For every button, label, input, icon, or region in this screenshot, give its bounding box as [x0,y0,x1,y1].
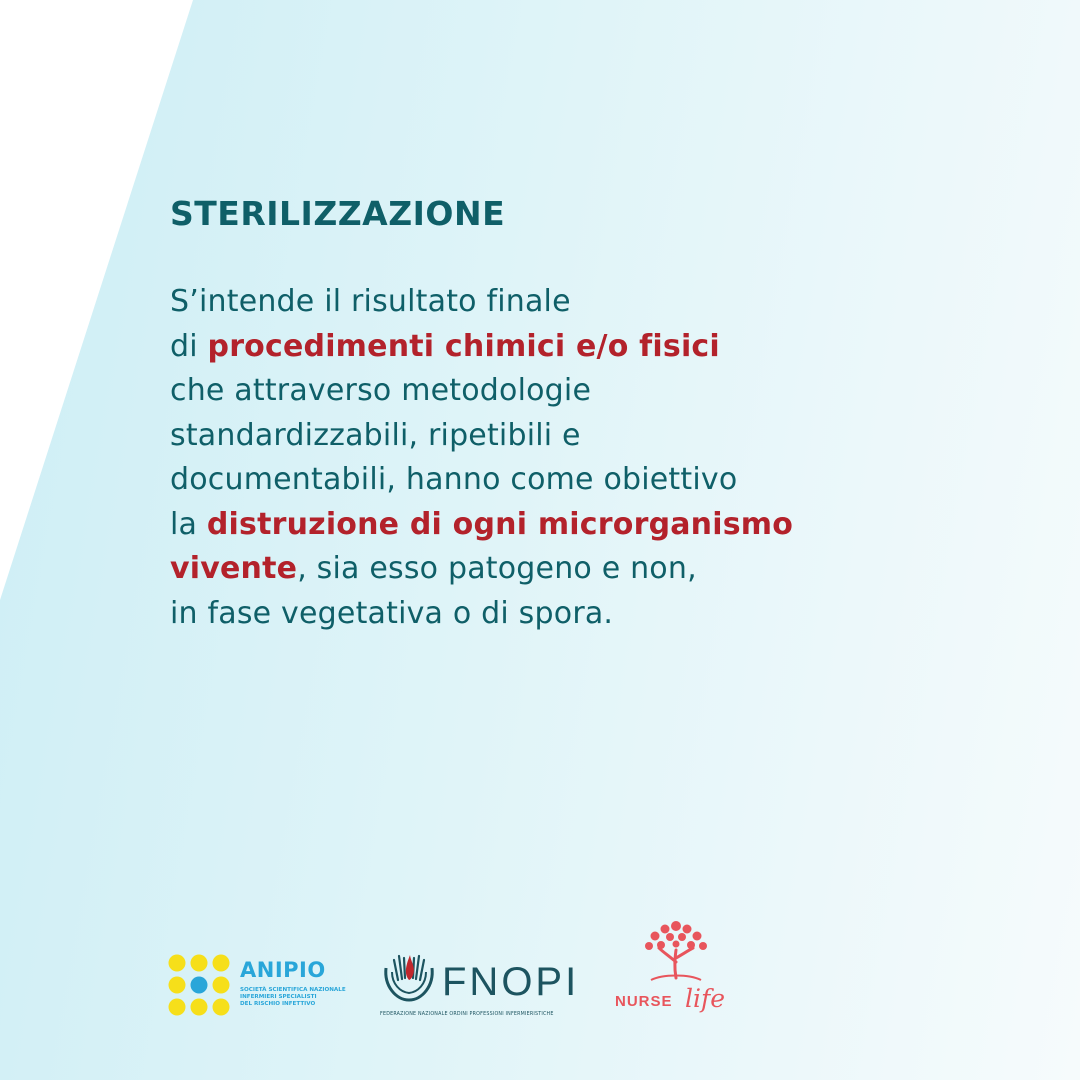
logo-bar [168,940,768,1030]
nurse-word: NURSE [615,993,673,1010]
fnopi-subtitle: FEDERAZIONE NAZIONALE ORDINI PROFESSIONI INFERMIERISTICHE [380,1012,554,1017]
anipio-dots-icon [168,954,230,1016]
text-line: la distruzione di ogni microrganismo [170,506,794,542]
fnopi-name: FNOPI [442,960,580,1004]
main-content [170,192,990,636]
text-line: vivente, sia esso patogeno e non, [170,551,697,586]
text-line: di procedimenti chimici e/o fisici [170,328,720,364]
text-line: documentabili, hanno come obiettivo [170,462,738,497]
anipio-logo [168,954,348,1018]
text-line: che attraverso metodologie [170,373,592,408]
highlight-text: distruzione di ogni microrganismo [206,506,794,542]
anipio-name: ANIPIO [240,958,326,982]
text-line: standardizzabili, ripetibili e [170,417,581,453]
text-line: S’intende il risultato finale [170,284,571,319]
page-title: STERILIZZAZIONE [170,194,506,233]
life-script: life [685,984,726,1013]
anipio-subtitle: SOCIETÀ SCIENTIFICA NAZIONALE INFERMIERI SPECIALISTI DEL RISCHIO INFETTIVO [240,987,346,1007]
fnopi-hands-flame-icon [380,946,438,1004]
text-line: in fase vegetativa o di spora. [170,595,614,631]
highlight-text: procedimenti chimici e/o fisici [207,328,720,364]
highlight-text: vivente [170,551,298,586]
fnopi-logo [380,946,590,1018]
tree-icon [641,918,711,982]
definition-text [170,280,990,636]
nurse-life-logo [613,918,753,1030]
